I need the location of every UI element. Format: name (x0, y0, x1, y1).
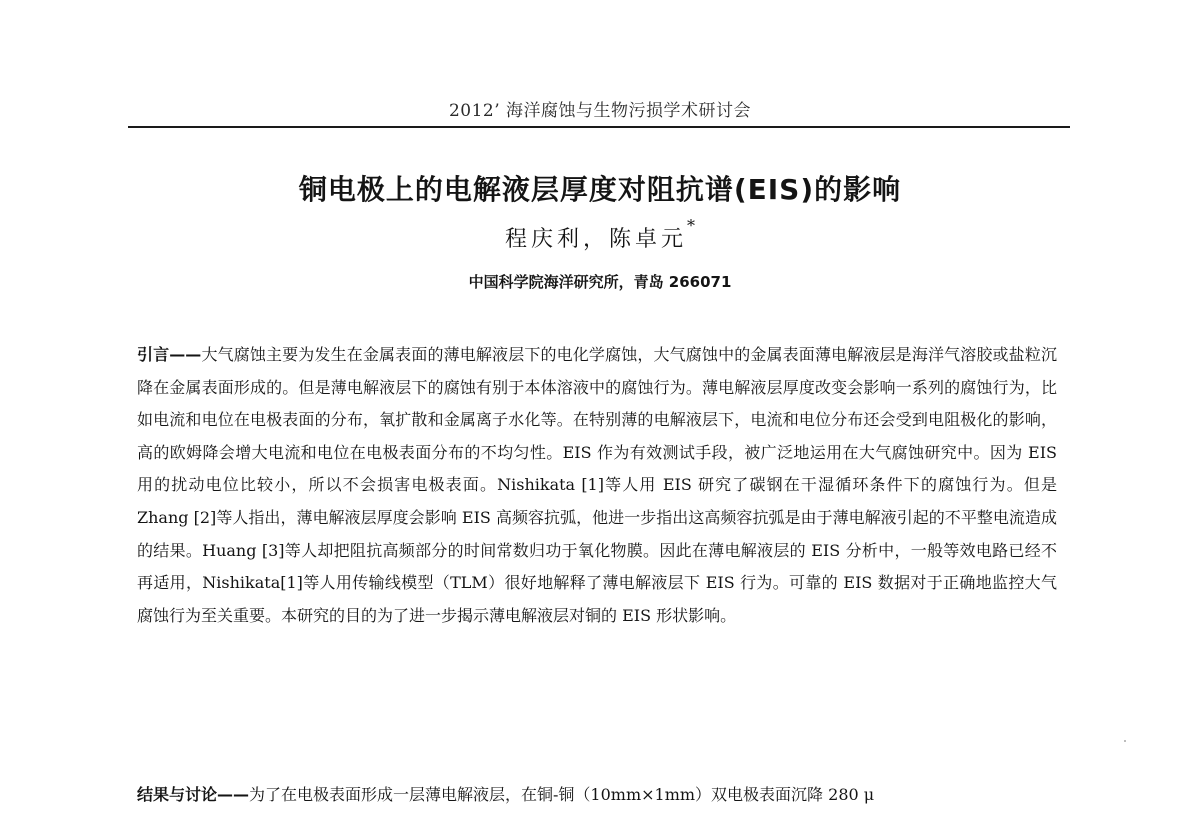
conference-header: 2012’ 海洋腐蚀与生物污损学术研讨会 (448, 101, 752, 121)
corresponding-author-mark: * (687, 216, 695, 235)
results-paragraph (137, 779, 1057, 811)
introduction-paragraph (137, 339, 1057, 632)
scan-speck (1124, 740, 1126, 742)
affiliation: 中国科学院海洋研究所，青岛 266071 (468, 273, 732, 291)
results-text: 为了在电极表面形成一层薄电解液层，在铜-铜（10mm×1mm）双电极表面沉降 280 μ (249, 785, 875, 804)
paper-title: 铜电极上的电解液层厚度对阻抗谱(EIS)的影响 (298, 173, 902, 206)
paper-authors (0, 216, 1200, 253)
results-label: 结果与讨论—— (137, 785, 250, 804)
introduction-label: 引言—— (137, 345, 202, 364)
header-rule (128, 126, 1070, 128)
introduction-text: 大气腐蚀主要为发生在金属表面的薄电解液层下的电化学腐蚀，大气腐蚀中的金属表面薄电解液层是海洋气溶胶或盐粒沉降在金属表面形成的。但是薄电解液层下的腐蚀有别于本体溶液中的腐蚀行为。薄电解液层厚度改变会影响一系列的腐蚀行为，比如电流和电位在电极表面的分布，氧扩散和金属离子水化等。在特别薄的电解液层下，电流和电位分布还会受到电阻极化的影响，高的欧姆降会增大电流和电位在电极表面分布的不均匀性。EIS 作为有效测试手段，被广泛地运用在大气腐蚀研究中。因为 EIS 用的扰动电位比较小，所以不会损害电极表面。Nishikata [1]等人用 EIS 研究了碳钢在干湿循环条件下的腐蚀行为。但是 Zhang [2]等人指出，薄电解液层厚度会影响 EIS 高频容抗弧，他进一步指出这高频容抗弧是由于薄电解液引起的不平整电流造成的结果。Huang [3]等人却把阻抗高频部分的时间常数归功于氧化物膜。因此在薄电解液层的 EIS 分析中，一般等效电路已经不再适用，Nishikata[1]等人用传输线模型（TLM）很好地解释了薄电解液层下 EIS 行为。可靠的 EIS 数据对于正确地监控大气腐蚀行为至关重要。本研究的目的为了进一步揭示薄电解液层对铜的 EIS 形状影响。 (137, 345, 1057, 625)
author-names: 程庆利，陈卓元 (504, 227, 687, 252)
